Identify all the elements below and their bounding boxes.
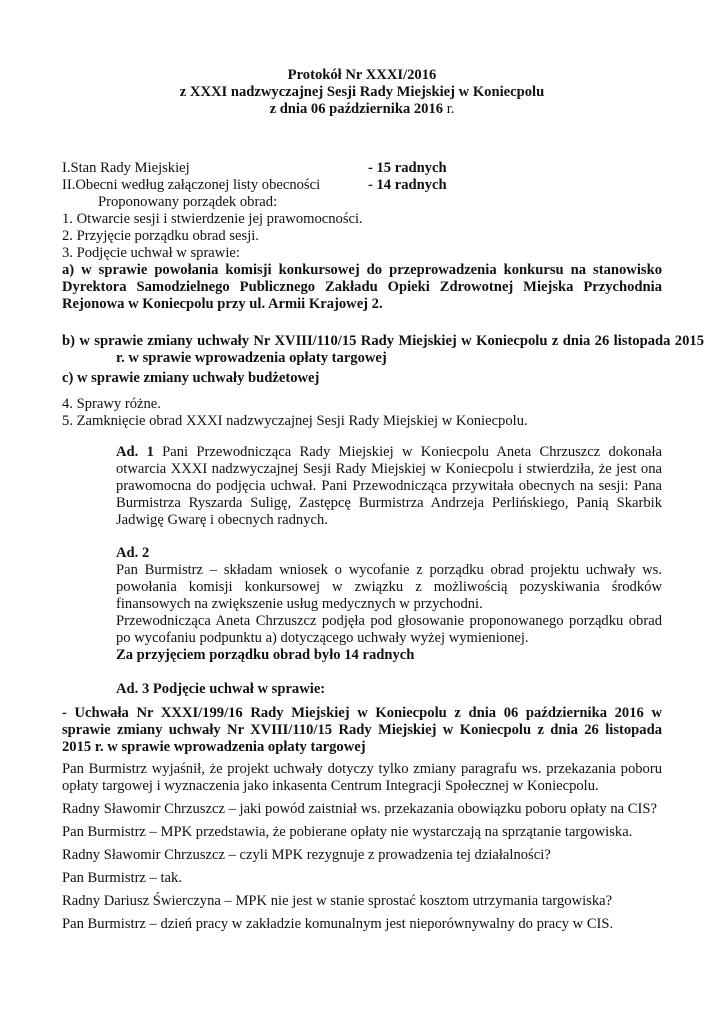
agenda-item-1: 1. Otwarcie sesji i stwierdzenie jej prawomocności.: [62, 211, 363, 227]
ad2-label: Ad. 2: [116, 545, 150, 561]
session-name: z XXXI nadzwyczajnej Sesji Rady Miejskiej w Koniecpolu: [179, 84, 545, 100]
discussion-line: Pan Burmistrz – dzień pracy w zakładzie komunalnym jest nieporównywalny do pracy w CIS.: [62, 916, 614, 932]
agenda-item-5: 5. Zamknięcie obrad XXXI nadzwyczajnej Sesji Rady Miejskiej w Koniecpolu.: [62, 413, 528, 429]
discussion-line: Pan Burmistrz – tak.: [62, 870, 182, 886]
ad2-vote-result: Za przyjęciem porządku obrad było 14 radnych: [116, 647, 415, 663]
discussion-line: Radny Dariusz Świerczyna – MPK nie jest w stanie sprostać kosztom utrzymania targowiska?: [62, 893, 613, 909]
ad3-resolution: - Uchwała Nr XXXI/199/16 Rady Miejskiej w Koniecpolu z dnia 06 października 2016 w sprawie zmiany uchwały Nr XVIII/110/15 Rady Miejskiej w Koniecpolu z dnia 26 listopada 2015 r. w sprawie wprowadzenia opłaty targowej: [62, 705, 662, 755]
document-title: [62, 67, 662, 118]
ad3-heading: Ad. 3 Podjęcie uchwał w sprawie:: [116, 681, 326, 697]
discussion-line: Pan Burmistrz – MPK przedstawia, że pobierane opłaty nie wystarczają na sprzątanie targowiska.: [62, 824, 633, 840]
discussion-line: Pan Burmistrz wyjaśnił, że projekt uchwały dotyczy tylko zmiany paragrafu ws. przekazania poboru opłaty targowej i wyznaczenia jako inkasenta Centrum Integracji Społecznej w Koniecpolu.: [62, 761, 662, 794]
agenda: [62, 194, 662, 313]
ad3-discussion: [62, 761, 662, 939]
council-status: [62, 160, 662, 194]
agenda-item-2: 2. Przyjęcie porządku obrad sesji.: [62, 228, 259, 244]
session-date: z dnia 06 października 2016 r.: [269, 101, 455, 117]
agenda-item-3: 3. Podjęcie uchwał w sprawie:: [62, 245, 240, 261]
protocol-number: Protokół Nr XXXI/2016: [287, 67, 437, 83]
status-row-present: II.Obecni według załączonej listy obecności - 14 radnych: [62, 177, 447, 193]
ad2-motion: Pan Burmistrz – składam wniosek o wycofanie z porządku obrad projektu uchwały ws. powołania komisji konkursowej w związku z możliwością pozyskiwania środków finansowych na zwiększenie usług medycznych w przychodni.: [116, 562, 662, 612]
discussion-line: Radny Sławomir Chrzuszcz – czyli MPK rezygnuje z prowadzenia tej działalności?: [62, 847, 551, 863]
ad1-label: Ad. 1: [116, 444, 154, 460]
agenda-item-3b: b) w sprawie zmiany uchwały Nr XVIII/110/15 Rady Miejskiej w Koniecpolu z dnia 26 listopada 2015 r. w sprawie wprowadzenia opłaty targowej: [62, 333, 704, 366]
agenda-item-3a: a) w sprawie powołania komisji konkursowej do przeprowadzenia konkursu na stanowisko Dyrektora Samodzielnego Publicznego Zakładu Opieki Zdrowotnej Miejska Przychodnia Rejonowa w Koniecpolu przy ul. Armii Krajowej 2.: [62, 262, 662, 312]
ad1-paragraph: Ad. 1 Pani Przewodnicząca Rady Miejskiej w Koniecpolu Aneta Chrzuszcz dokonała otwarcia XXXI nadzwyczajnej Sesji Rady Miejskiej w Koniecpolu i stwierdziła, że jest ona prawomocna do podjęcia uchwał. Pani Przewodnicząca przywitała obecnych na sesji: Pana Burmistrza Ryszarda Suligę, Zastępcę Burmistrza Andrzeja Perlińskiego, Panią Skarbik Jadwigę Gwarę i obecnych radnych.: [116, 444, 663, 528]
agenda-heading: Proponowany porządek obrad:: [98, 194, 278, 210]
status-row-total: I.Stan Rady Miejskiej - 15 radnych: [62, 160, 447, 176]
discussion-line: Radny Sławomir Chrzuszcz – jaki powód zaistniał ws. przekazania obowiązku poboru opłaty na CIS?: [62, 801, 657, 817]
agenda-item-4: 4. Sprawy różne.: [62, 396, 161, 412]
agenda-item-3c: c) w sprawie zmiany uchwały budżetowej: [62, 370, 320, 386]
agenda-tail: [62, 396, 662, 430]
ad2-vote-call: Przewodnicząca Aneta Chrzuszcz podjęła pod głosowanie proponowanego porządku obrad po wycofaniu podpunktu a) dotyczącego uchwały wyżej wymienionej.: [116, 613, 662, 646]
ad2-section: [116, 545, 662, 664]
